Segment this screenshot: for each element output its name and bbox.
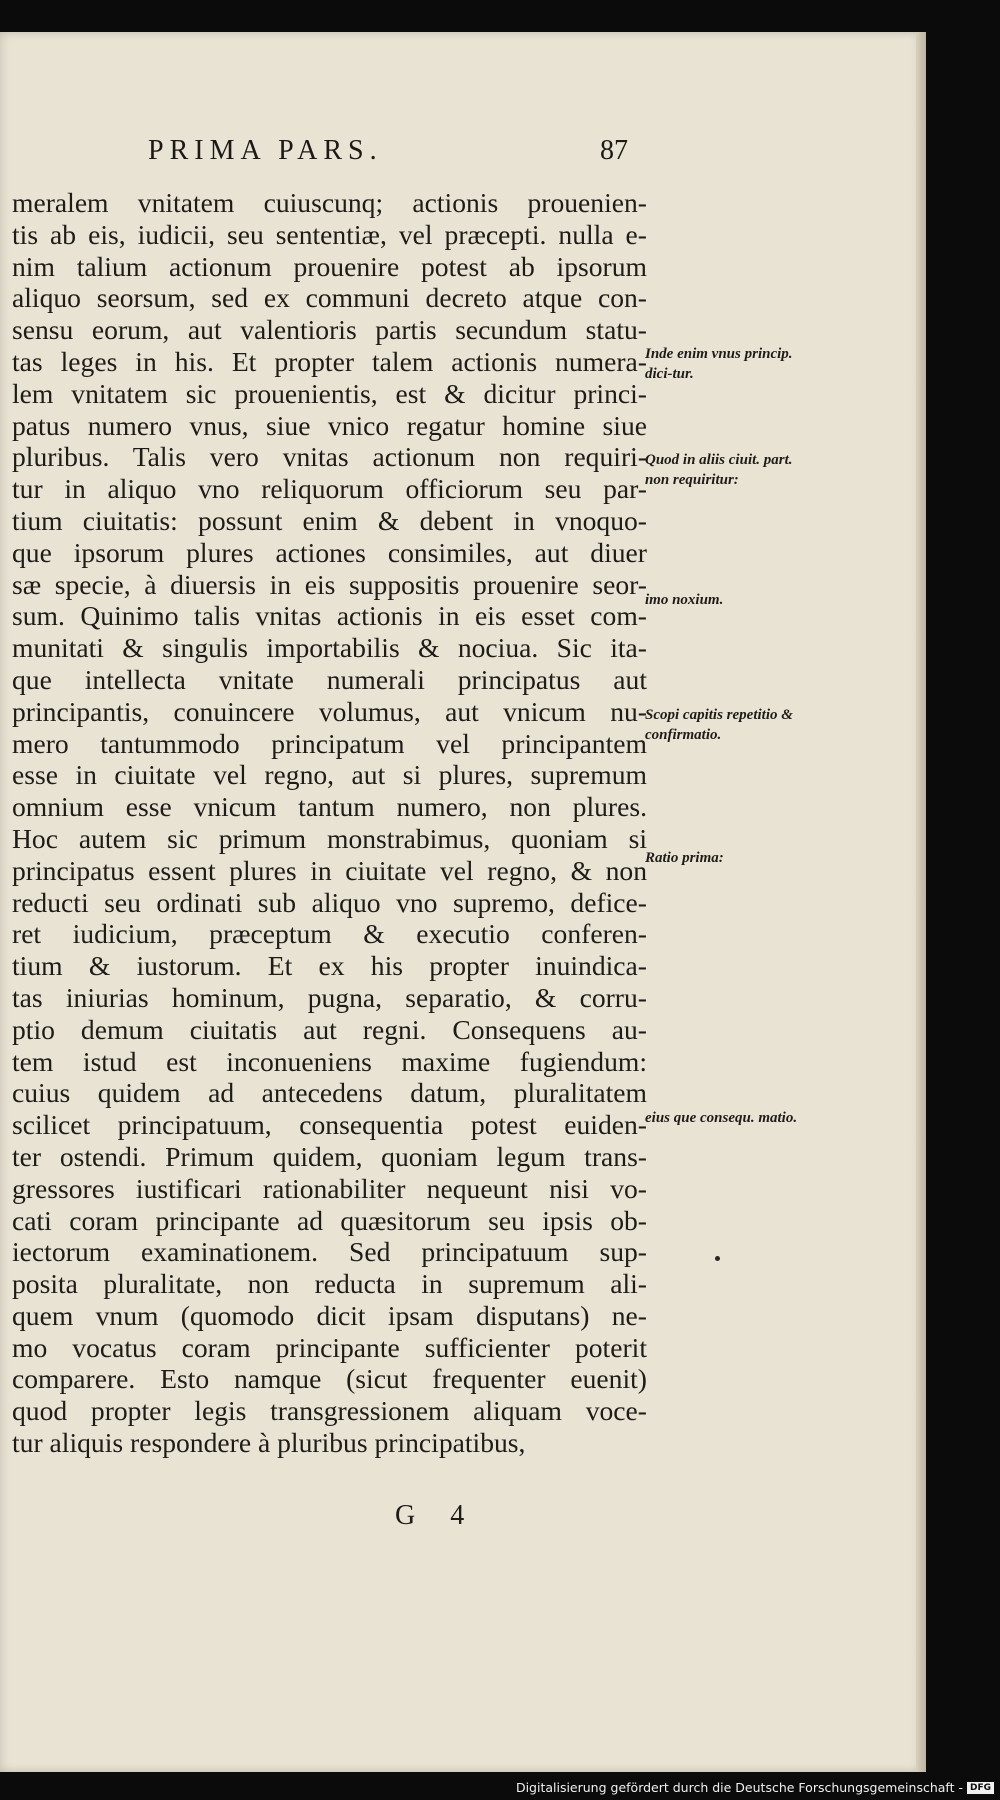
text-line: principatus essent plures in ciuitate vel regno, & non [12, 854, 647, 886]
marginal-note: Inde enim vnus princip. dici-tur. [645, 346, 793, 382]
text-line: aliquo seorsum, sed ex communi decreto atque con- [12, 282, 647, 314]
text-line: tium & iustorum. Et ex his propter inuindica- [12, 950, 647, 982]
digitization-footer [516, 1780, 994, 1795]
text-line: quod propter legis transgressionem aliquam voce- [12, 1395, 647, 1427]
page-edge [916, 32, 926, 1772]
text-line: ret iudicium, præceptum & executio conferen- [12, 918, 647, 950]
running-head: PRIMA PARS. [148, 135, 383, 166]
text-line: esse in ciuitate vel regno, aut si plures, supremum [12, 759, 647, 791]
text-line: cati coram principante ad quæsitorum seu ipsis ob- [12, 1204, 647, 1236]
text-line: sæ specie, à diuersis in eis suppositis prouenire seor- [12, 568, 647, 600]
dfg-logo-icon: DFG [967, 1782, 994, 1794]
text-line: quem vnum (quomodo dicit ipsam disputans) ne- [12, 1299, 647, 1331]
text-line: que ipsorum plures actiones consimiles, aut diuer [12, 536, 647, 568]
text-line: mo vocatus coram principante sufficienter poterit [12, 1331, 647, 1363]
text-line: cuius quidem ad antecedens datum, pluralitatem [12, 1077, 647, 1109]
text-line: sum. Quinimo talis vnitas actionis in eis esset com- [12, 600, 647, 632]
text-line: ter ostendi. Primum quidem, quoniam legum trans- [12, 1140, 647, 1172]
marginal-note: Scopi capitis repetitio & confirmatio. [645, 707, 793, 743]
text-line: reducti seu ordinati sub aliquo vno supremo, defice- [12, 886, 647, 918]
text-line: iectorum examinationem. Sed principatuum sup- [12, 1236, 647, 1268]
text-line: Hoc autem sic primum monstrabimus, quoniam si [12, 822, 647, 854]
text-line: tem istud est inconueniens maxime fugiendum: [12, 1045, 647, 1077]
text-line: gressores iustificari rationabiliter nequeunt nisi vo- [12, 1172, 647, 1204]
marginal-note: eius que consequ. matio. [645, 1110, 798, 1126]
text-line: principantis, conuincere volumus, aut vnicum nu- [12, 695, 647, 727]
text-line: nim talium actionum prouenire potest ab ipsorum [12, 250, 647, 282]
text-line: tur aliquis respondere à pluribus principatibus, [12, 1427, 526, 1459]
marginal-note: imo noxium. [645, 592, 724, 608]
text-line: pluribus. Talis vero vnitas actionum non requiri- [12, 441, 647, 473]
text-line: tas leges in his. Et propter talem actionis numera- [12, 345, 647, 377]
text-line: ptio demum ciuitatis aut regni. Consequens au- [12, 1013, 647, 1045]
ink-speck [715, 1256, 720, 1261]
marginal-note: Ratio prima: [645, 850, 724, 866]
text-line: patus numero vnus, siue vnico regatur homine siue [12, 409, 647, 441]
marginal-note: Quod in aliis ciuit. part. non requiritur: [645, 452, 793, 488]
text-line: tium ciuitatis: possunt enim & debent in vnoquo- [12, 504, 647, 536]
text-line: tas iniurias hominum, pugna, separatio, & corru- [12, 981, 647, 1013]
body-text [12, 187, 647, 1459]
text-line: posita pluralitate, non reducta in supremum ali- [12, 1268, 647, 1300]
text-line: tur in aliquo vno reliquorum officiorum seu par- [12, 473, 647, 505]
text-line: que intellecta vnitate numerali principatus aut [12, 663, 647, 695]
footer-credit: Digitalisierung gefördert durch die Deutsche Forschungsgemeinschaft - [515, 1780, 963, 1795]
text-line: tis ab eis, iudicii, seu sententiæ, vel præcepti. nulla e- [12, 218, 647, 250]
page-number: 87 [600, 135, 628, 166]
text-line: munitati & singulis importabilis & nociua. Sic ita- [12, 632, 647, 664]
text-line: omnium esse vnicum tantum numero, non plures. [12, 791, 647, 823]
text-line: lem vnitatem sic prouenientis, est & dicitur princi- [12, 377, 647, 409]
text-line: meralem vnitatem cuiuscunq; actionis prouenien- [12, 187, 647, 218]
signature-mark: G 4 [395, 1500, 479, 1531]
text-line: comparere. Esto namque (sicut frequenter euenit) [12, 1363, 647, 1395]
text-line: mero tantummodo principatum vel principantem [12, 727, 647, 759]
text-line: scilicet principatuum, consequentia potest euiden- [12, 1109, 647, 1141]
text-line: sensu eorum, aut valentioris partis secundum statu- [12, 314, 647, 346]
